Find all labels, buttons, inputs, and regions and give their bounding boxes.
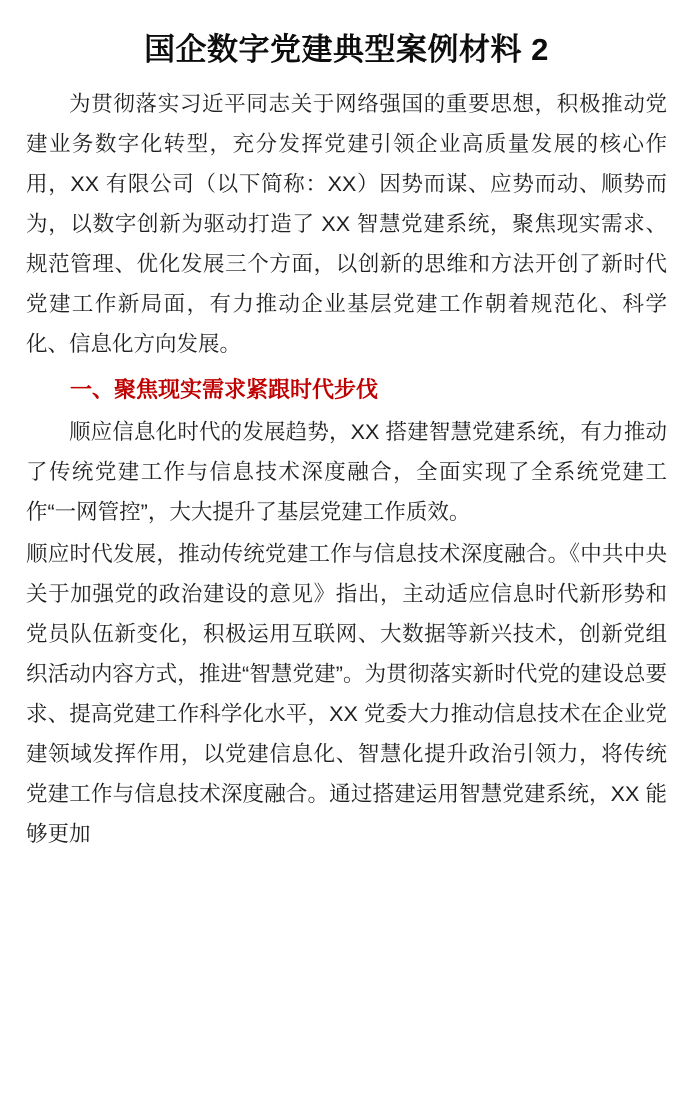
paragraph-section-one-second: 顺应时代发展，推动传统党建工作与信息技术深度融合。《中共中央关于加强党的政治建设的意见》指出，主动适应信息时代新形势和党员队伍新变化，积极运用互联网、大数据等新兴技术，创新党组织活动内容方式，推进“智慧党建”。为贯彻落实新时代党的建设总要求、提高党建工作科学化水平，XX 党委大力推动信息技术在企业党建领域发挥作用，以党建信息化、智慧化提升政治引领力，将传统党建工作与信息技术深度融合。通过搭建运用智慧党建系统，XX 能够更加 (26, 542, 667, 847)
paragraph-intro: 为贯彻落实习近平同志关于网络强国的重要思想，积极推动党建业务数字化转型，充分发挥党建引领企业高质量发展的核心作用，XX 有限公司（以下简称：XX）因势而谋、应势而动、顺势而为，以数字创新为驱动打造了 XX 智慧党建系统，聚焦现实需求、规范管理、优化发展三个方面，以创新的思维和方法开创了新时代党建工作新局面，有力推动企业基层党建工作朝着规范化、科学化、信息化方向发展。 (26, 92, 667, 357)
paragraph-section-one-first: 顺应信息化时代的发展趋势，XX 搭建智慧党建系统，有力推动了传统党建工作与信息技术深度融合，全面实现了全系统党建工作“一网管控”，大大提升了基层党建工作质效。 (26, 420, 667, 525)
page-title: 国企数字党建典型案例材料 2 (144, 32, 549, 67)
section-heading-one: 一、聚焦现实需求紧跟时代步伐 (70, 377, 379, 403)
